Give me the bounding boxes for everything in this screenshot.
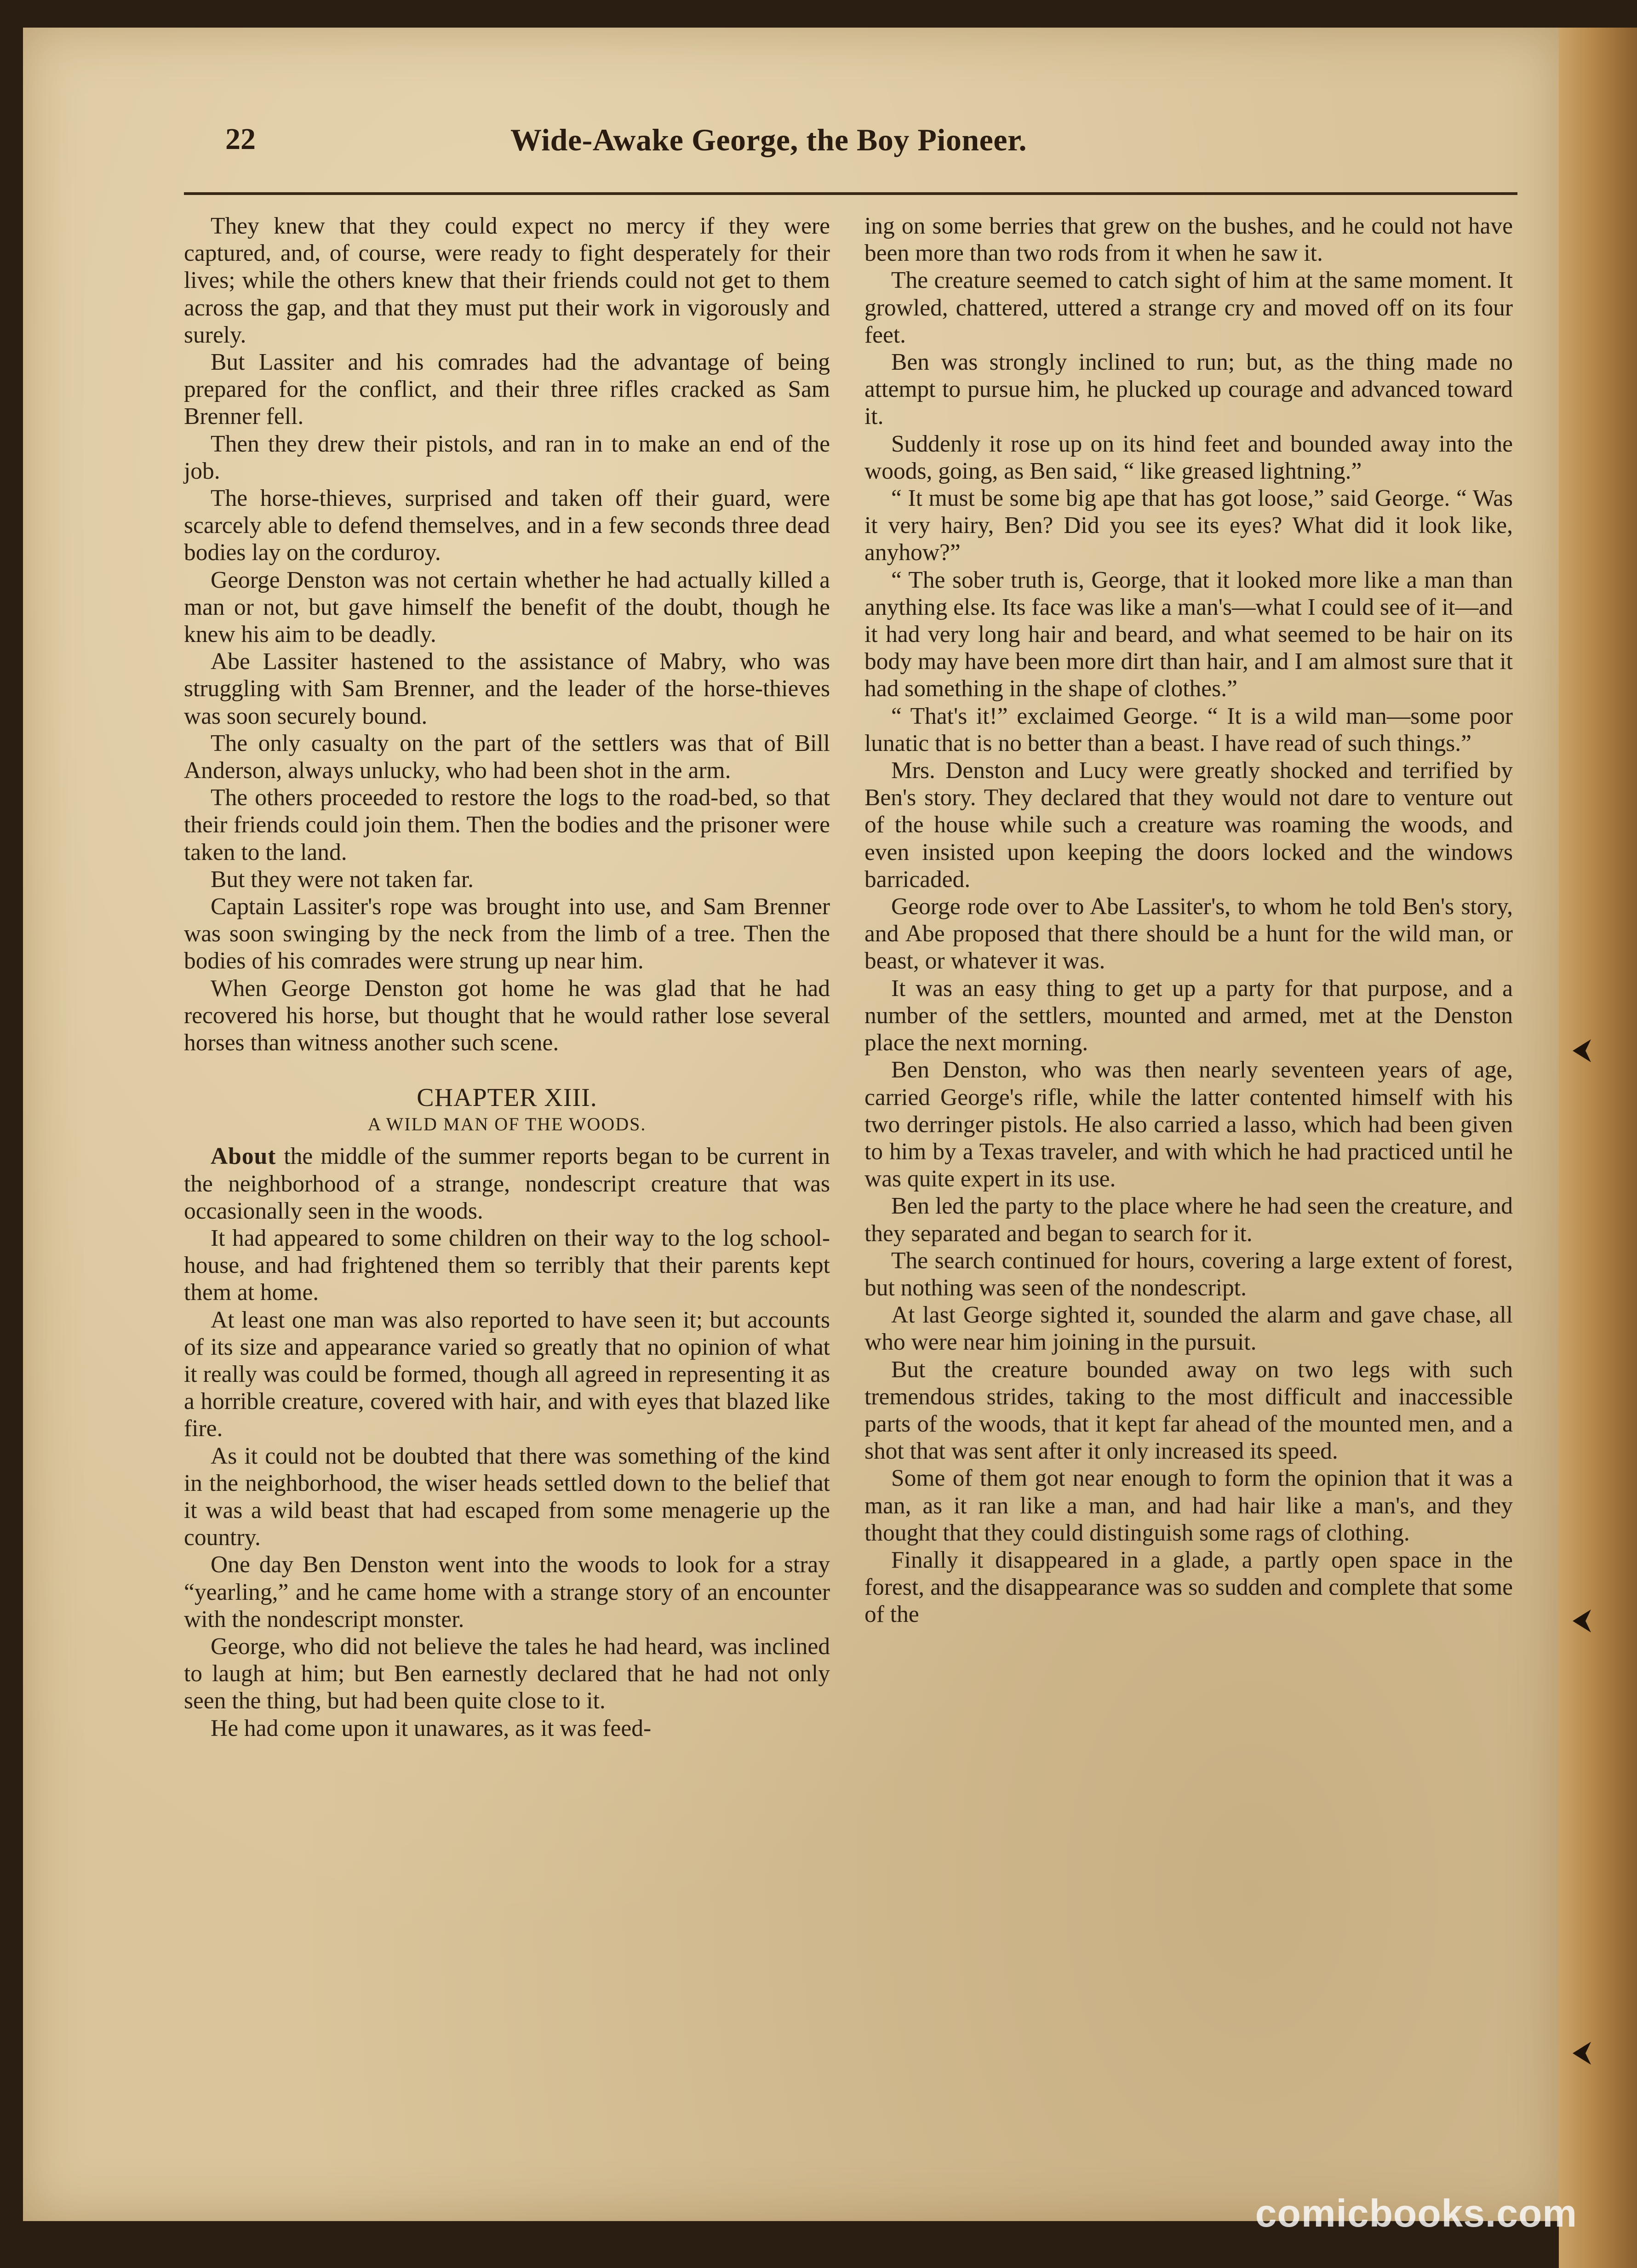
edge-tear — [1573, 1039, 1591, 1062]
paragraph: Finally it disappeared in a glade, a partly open space in the forest, and the disappearance was so sudden and complete that some of the — [864, 1546, 1513, 1628]
paragraph: George rode over to Abe Lassiter's, to whom he told Ben's story, and Abe proposed that there should be a hunt for the wild man, or beast, or whatever it was. — [864, 893, 1513, 974]
paragraph: The search continued for hours, covering a large extent of forest, but nothing was seen of the nondescript. — [864, 1247, 1513, 1301]
paragraph: Mrs. Denston and Lucy were greatly shocked and terrified by Ben's story. They declared that they would not dare to venture out of the house while such a creature was roaming the woods, and even insisted upon keeping the doors locked and the windows barricaded. — [864, 757, 1513, 893]
paragraph: At last George sighted it, sounded the alarm and gave chase, all who were near him joining in the pursuit. — [864, 1302, 1513, 1356]
paragraph: It was an easy thing to get up a party for that purpose, and a number of the settlers, mounted and armed, met at the Denston place the next morning. — [864, 975, 1513, 1056]
paragraph: Then they drew their pistols, and ran in to make an end of the job. — [184, 430, 830, 484]
paragraph: “ It must be some big ape that has got loose,” said George. “ Was it very hairy, Ben? Did you see its eyes? What did it look like, anyhow?” — [864, 485, 1513, 566]
paragraph: Captain Lassiter's rope was brought into use, and Sam Brenner was soon swinging by the neck from the limb of a tree. Then the bodies of his comrades were strung up near him. — [184, 893, 830, 974]
paragraph: Ben was strongly inclined to run; but, as the thing made no attempt to pursue him, he plucked up courage and advanced toward it. — [864, 349, 1513, 430]
page-header — [202, 103, 1513, 172]
left-paragraphs-before — [184, 212, 830, 1056]
page-edge — [1559, 28, 1637, 2268]
paragraph: The others proceeded to restore the logs to the road-bed, so that their friends could join them. Then the bodies and the prisoner were taken to the land. — [184, 785, 830, 865]
paragraph: George, who did not believe the tales he had heard, was inclined to laugh at him; but Ben earnestly declared that he had not only seen the thing, but had been quite close to it. — [184, 1633, 830, 1714]
paragraph: At least one man was also reported to have seen it; but accounts of its size and appearance varied so greatly that no opinion of what it really was could be formed, though all agreed in representing it as a horrible creature, covered with hair, and with eyes that blazed like fire. — [184, 1306, 830, 1442]
edge-tear — [1573, 2042, 1591, 2065]
paragraph: But Lassiter and his comrades had the advantage of being prepared for the conflict, and their three rifles cracked as Sam Brenner fell. — [184, 349, 830, 430]
paragraph: The horse-thieves, surprised and taken off their guard, were scarcely able to defend themselves, and in a few seconds three dead bodies lay on the corduroy. — [184, 485, 830, 566]
first-word: About — [211, 1143, 276, 1170]
paragraph: Ben Denston, who was then nearly seventeen years of age, carried George's rifle, while the latter contented himself with his two derringer pistols. He also carried a lasso, which had been given to him by a Texas traveler, and with which he had practiced until he was quite expert in its use. — [864, 1057, 1513, 1192]
page-number: 22 — [225, 122, 256, 156]
paragraph: But the creature bounded away on two legs with such tremendous strides, taking to the most difficult and inaccessible parts of the woods, that it kept far ahead of the mounted men, and a shot that was sent after it only increased its speed. — [864, 1356, 1513, 1465]
running-title: Wide-Awake George, the Boy Pioneer. — [510, 122, 1027, 157]
paragraph: George Denston was not certain whether he had actually killed a man or not, but gave himself the benefit of the doubt, though he knew his aim to be deadly. — [184, 567, 830, 648]
paragraph: As it could not be doubted that there was something of the kind in the neighborhood, the wiser heads settled down to the belief that it was a wild beast that had escaped from some menagerie up the country. — [184, 1443, 830, 1551]
paragraph: “ The sober truth is, George, that it looked more like a man than anything else. Its face was like a man's—what I could see of it—and it had very long hair and beard, and what seemed to be hair on its body may have been more dirt than hair, and I am almost sure that it had something in the shape of clothes.” — [864, 567, 1513, 702]
left-paragraphs-after — [184, 1225, 830, 1742]
chapter-subtitle: A WILD MAN OF THE WOODS. — [367, 1114, 647, 1135]
paragraph: He had come upon it unawares, as it was feed- — [211, 1715, 652, 1741]
watermark: comicbooks.com — [1255, 2192, 1577, 2235]
paragraph: But they were not taken far. — [211, 866, 474, 893]
paragraph: One day Ben Denston went into the woods to look for a stray “yearling,” and he came home with a strange story of an encounter with the nondescript monster. — [184, 1552, 830, 1632]
paragraph: The only casualty on the part of the settlers was that of Bill Anderson, always unlucky, who had been shot in the arm. — [184, 730, 830, 784]
chapter-first-paragraph — [184, 1143, 830, 1225]
paragraph: “ That's it!” exclaimed George. “ It is a wild man—some poor lunatic that is no better than a beast. I have read of such things.” — [864, 703, 1513, 756]
paragraph: They knew that they could expect no mercy if they were captured, and, of course, were ready to fight desperately for their lives; while the others knew that their friends could not get to them across the gap, and that they must put their work in vigorously and surely. — [184, 213, 830, 348]
right-paragraphs — [864, 267, 1513, 1628]
paragraph: It had appeared to some children on their way to the log school-house, and had frightened them so terribly that their parents kept them at home. — [184, 1225, 830, 1306]
paragraph: The creature seemed to catch sight of him at the same moment. It growled, chattered, uttered a strange cry and moved off on its four feet. — [864, 267, 1513, 348]
paragraph: When George Denston got home he was glad that he had recovered his horse, but thought that he would rather lose several horses than witness another such scene. — [184, 975, 830, 1056]
header-rule — [184, 192, 1517, 195]
edge-tear — [1573, 1609, 1591, 1632]
paragraph: Some of them got near enough to form the opinion that it was a man, as it ran like a man, and had hair like a man's, and they thought that they could distinguish some rags of clothing. — [864, 1465, 1513, 1546]
paragraph: Abe Lassiter hastened to the assistance of Mabry, who was struggling with Sam Brenner, and the leader of the horse-thieves was soon securely bound. — [184, 648, 830, 729]
paragraph: Ben led the party to the place where he had seen the creature, and they separated and began to search for it. — [864, 1193, 1513, 1247]
chapter-title: CHAPTER XIII. — [417, 1083, 597, 1112]
first-paragraph-text: the middle of the summer reports began to be current in the neighborhood of a strange, nondescript creature that was occasionally seen in the woods. — [184, 1143, 830, 1224]
paragraph: Suddenly it rose up on its hind feet and bounded away into the woods, going, as Ben said, “ like greased lightning.” — [864, 430, 1513, 484]
right-column — [864, 212, 1513, 1628]
left-column — [184, 212, 830, 1742]
continued-paragraph: ing on some berries that grew on the bushes, and he could not have been more than two rods from it when he saw it. — [864, 213, 1513, 267]
